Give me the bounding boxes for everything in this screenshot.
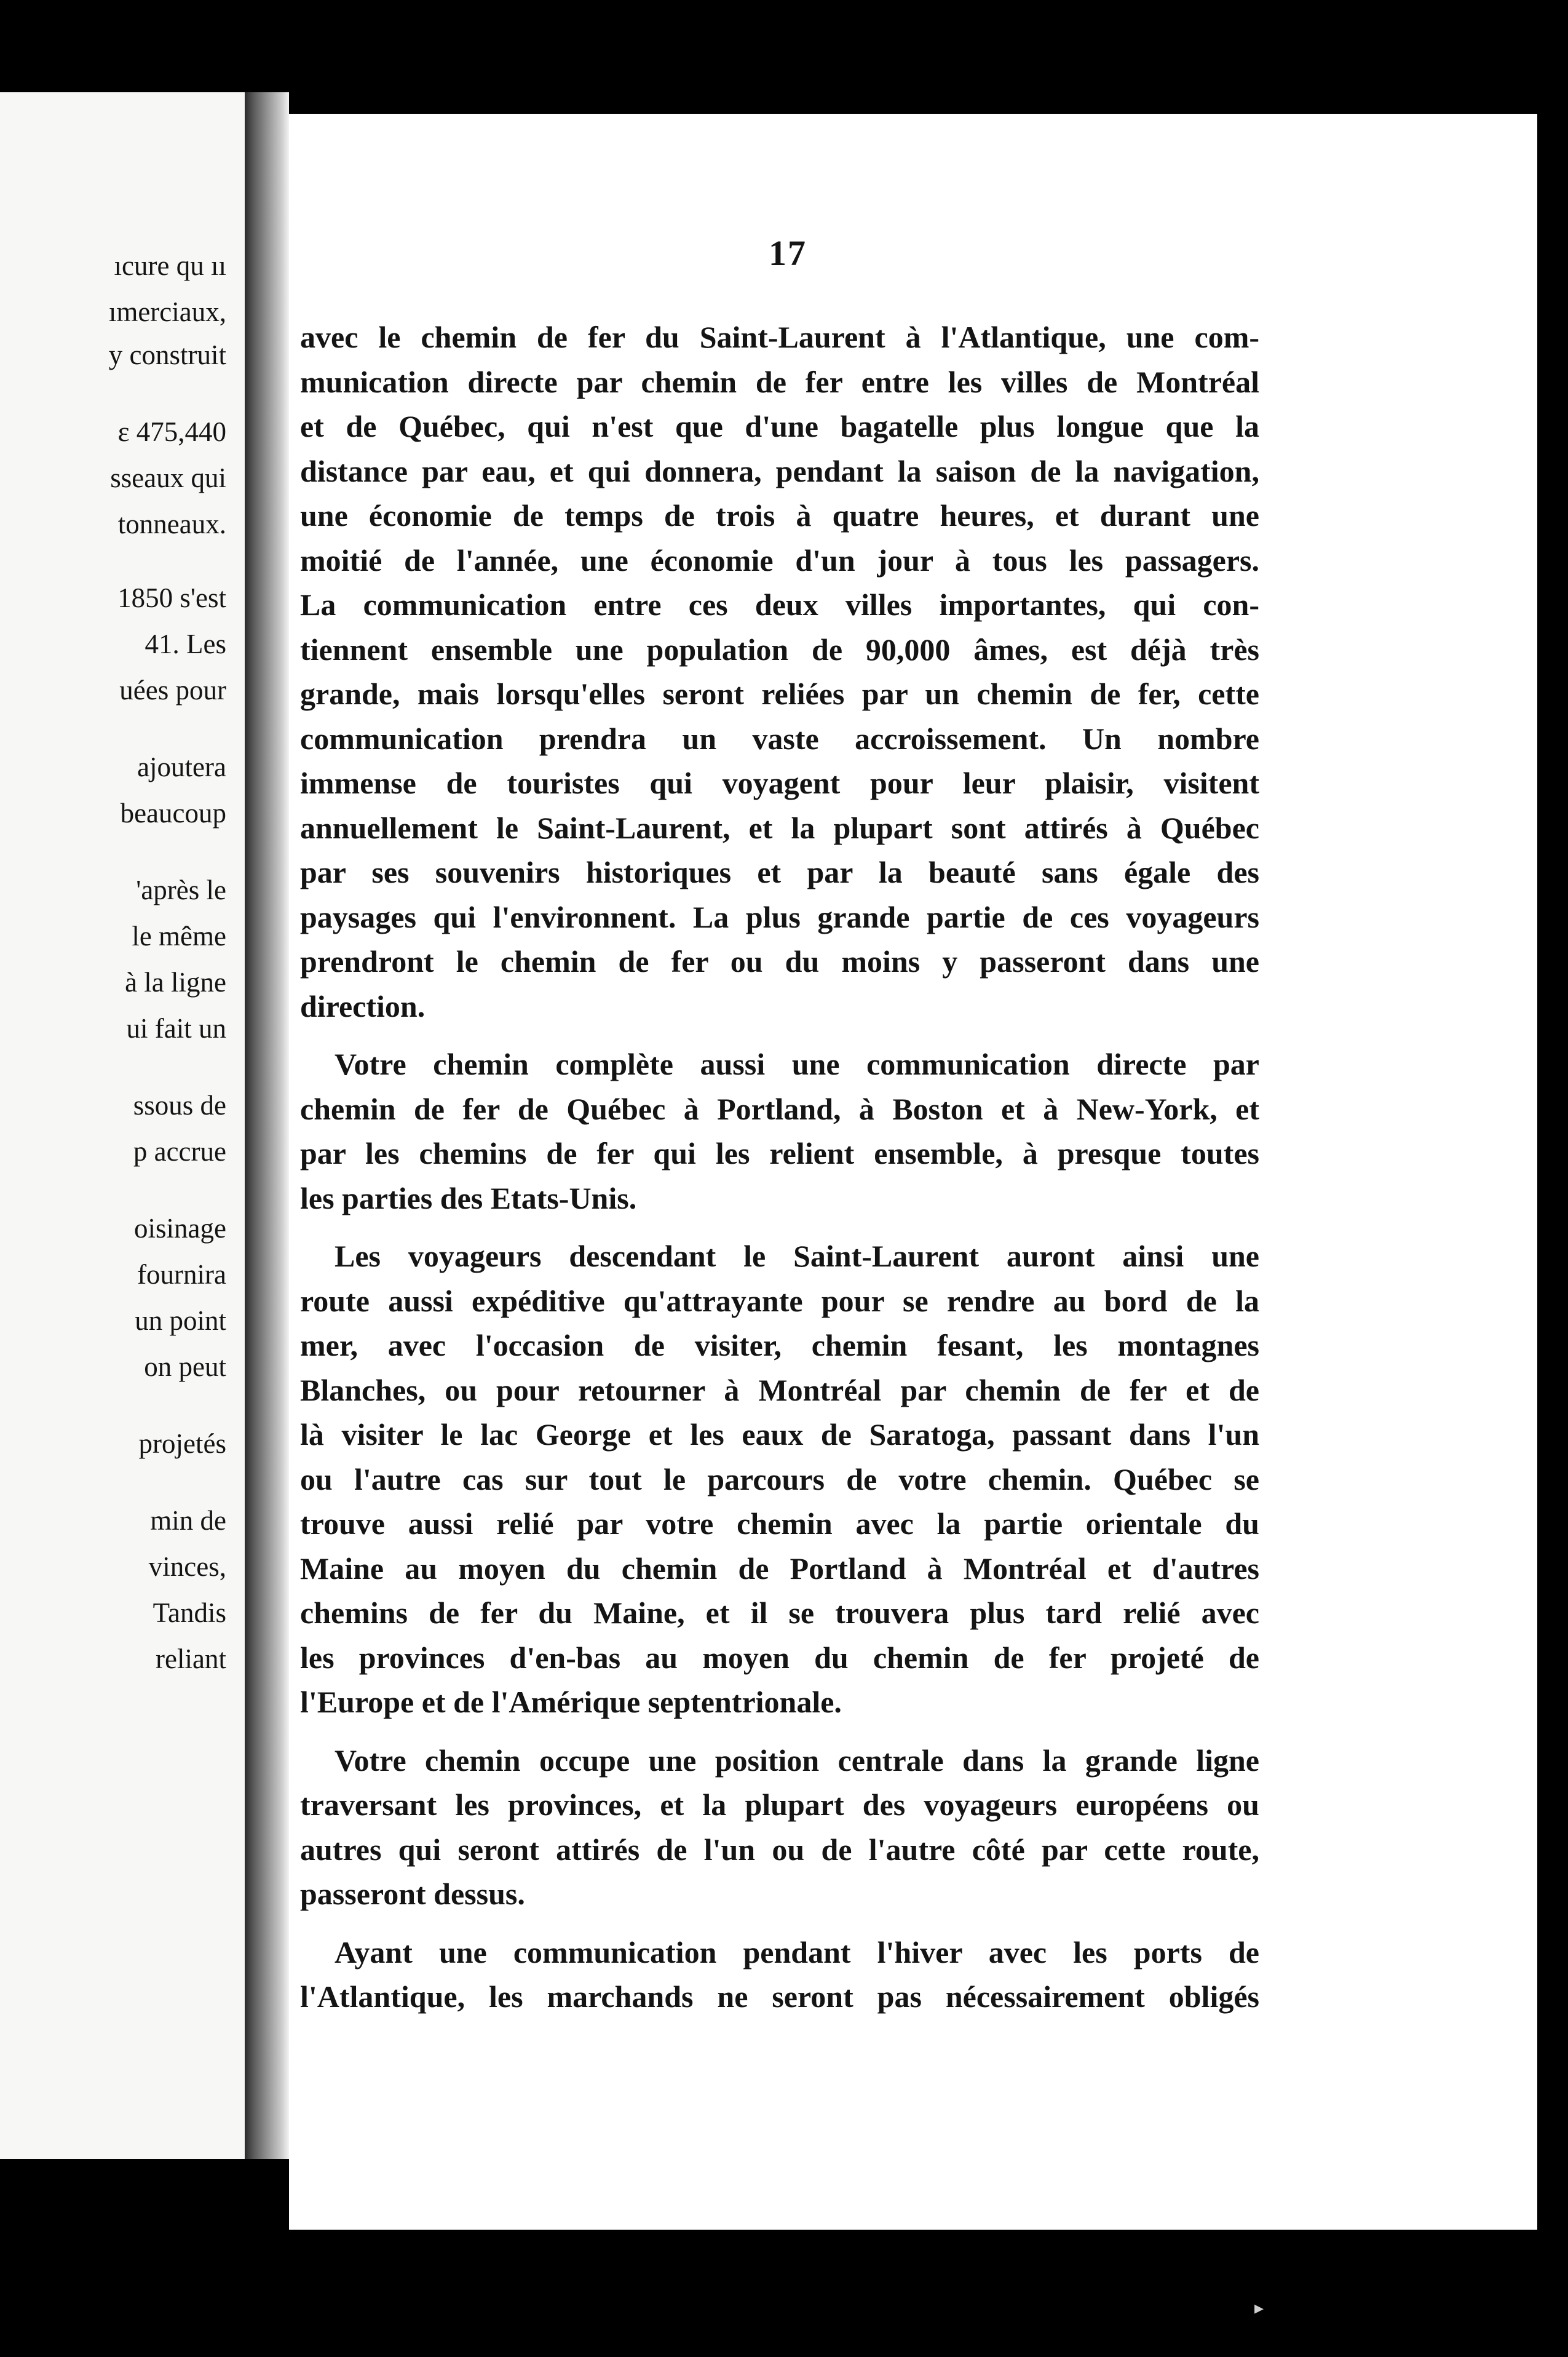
left-page-fragment: Tandis <box>152 1597 226 1628</box>
text-line: Votre chemin complète aussi une communication directe par <box>335 1047 1259 1081</box>
text-line: moitié de l'année, une économie d'un jour à tous les passagers. <box>300 543 1259 578</box>
text-line: trouve aussi relié par votre chemin avec la partie orientale du <box>300 1506 1259 1541</box>
paragraph <box>300 315 1259 1028</box>
text-line: traversant les provinces, et la plupart des voyageurs européens ou <box>300 1787 1259 1822</box>
left-page-fragment: oisinage <box>134 1213 226 1244</box>
left-page-fragment: à la ligne <box>125 967 226 998</box>
text-line: et de Québec, qui n'est que d'une bagatelle plus longue que la <box>300 409 1259 443</box>
text-line: paysages qui l'environnent. La plus grande partie de ces voyageurs <box>300 899 1259 934</box>
text-line: immense de touristes qui voyagent pour leur plaisir, visitent <box>300 766 1259 800</box>
left-page-fragment: min de <box>150 1505 226 1536</box>
previous-page <box>0 92 245 2159</box>
body-text <box>300 315 1259 2019</box>
text-line: une économie de temps de trois à quatre heures, et durant une <box>300 498 1259 533</box>
text-line: passeront dessus. <box>300 1877 525 1911</box>
text-line: l'Europe et de l'Amérique septentrionale. <box>300 1685 842 1719</box>
text-line: direction. <box>300 988 426 1023</box>
left-page-fragment: fournira <box>137 1259 226 1290</box>
text-line: munication directe par chemin de fer entre les villes de Montréal <box>300 364 1259 399</box>
text-line: par ses souvenirs historiques et par la beauté sans égale des <box>300 855 1259 889</box>
left-page-fragment: sseaux qui <box>110 463 226 493</box>
text-line: Votre chemin occupe une position centrale dans la grande ligne <box>335 1743 1259 1778</box>
paragraph <box>300 1042 1259 1220</box>
text-line: route aussi expéditive qu'attrayante pour se rendre au bord de la <box>300 1283 1259 1318</box>
text-line: tiennent ensemble une population de 90,000 âmes, est déjà très <box>300 632 1259 667</box>
book-gutter <box>245 92 289 2159</box>
paragraph <box>300 1234 1259 1725</box>
text-line: avec le chemin de fer du Saint-Laurent à l'Atlantique, une com- <box>300 320 1259 354</box>
text-line: chemin de fer de Québec à Portland, à Boston et à New-York, et <box>300 1091 1259 1126</box>
left-page-fragment: ajoutera <box>137 752 226 782</box>
left-page-fragment: ssous de <box>133 1090 226 1121</box>
text-line: par les chemins de fer qui les relient ensemble, à presque toutes <box>300 1136 1259 1171</box>
text-line: Les voyageurs descendant le Saint-Laurent auront ainsi une <box>335 1239 1259 1273</box>
left-page-fragment: le même <box>132 921 226 952</box>
left-page-fragment: uées pour <box>119 675 226 706</box>
text-line: autres qui seront attirés de l'un ou de l'autre côté par cette route, <box>300 1832 1259 1867</box>
left-page-fragment: reliant <box>156 1644 226 1674</box>
text-line: mer, avec l'occasion de visiter, chemin fesant, les montagnes <box>300 1328 1259 1362</box>
text-line: communication prendra un vaste accroissement. Un nombre <box>300 721 1259 756</box>
paragraph <box>300 1738 1259 1917</box>
left-page-fragment: beaucoup <box>120 798 226 829</box>
text-line: l'Atlantique, les marchands ne seront pas nécessairement obligés <box>300 1979 1259 2014</box>
text-line: grande, mais lorsqu'elles seront reliées par un chemin de fer, cette <box>300 677 1259 711</box>
text-line: ou l'autre cas sur tout le parcours de votre chemin. Québec se <box>300 1461 1259 1496</box>
left-page-fragment: ıcure qu ıı <box>114 250 226 281</box>
left-page-fragment: ımerciaux, <box>108 296 226 327</box>
left-page-fragment: vinces, <box>148 1551 226 1582</box>
text-line: les provinces d'en-bas au moyen du chemin de fer projeté de <box>300 1640 1259 1675</box>
left-page-fragment: 41. Les <box>145 629 226 659</box>
left-page-fragment: ɛ 475,440 <box>117 416 226 447</box>
left-page-fragment: 1850 s'est <box>117 582 226 613</box>
text-line: annuellement le Saint-Laurent, et la plupart sont attirés à Québec <box>300 810 1259 845</box>
left-page-fragment: ui fait un <box>126 1013 226 1044</box>
paragraph <box>300 1930 1259 2019</box>
text-line: les parties des Etats-Unis. <box>300 1180 637 1215</box>
left-page-fragment: tonneaux. <box>117 509 226 539</box>
text-line: là visiter le lac George et les eaux de Saratoga, passant dans l'un <box>300 1417 1259 1452</box>
text-line: La communication entre ces deux villes importantes, qui con- <box>300 587 1259 622</box>
left-page-fragment: p accrue <box>133 1136 226 1167</box>
text-line: chemins de fer du Maine, et il se trouvera plus tard relié avec <box>300 1596 1259 1630</box>
text-line: distance par eau, et qui donnera, pendant la saison de la navigation, <box>300 453 1259 488</box>
left-page-fragment: projetés <box>138 1428 226 1459</box>
scan-mark: ▸ <box>1254 2298 1264 2318</box>
left-page-fragment: y construit <box>108 340 226 370</box>
text-line: Blanches, ou pour retourner à Montréal par chemin de fer et de <box>300 1372 1259 1407</box>
left-page-fragment: 'après le <box>136 875 226 905</box>
left-page-fragment: on peut <box>144 1351 226 1382</box>
text-line: prendront le chemin de fer ou du moins y passeront dans une <box>300 944 1259 979</box>
left-page-fragment: un point <box>135 1305 226 1336</box>
text-line: Ayant une communication pendant l'hiver avec les ports de <box>335 1934 1259 1969</box>
text-line: Maine au moyen du chemin de Portland à Montréal et d'autres <box>300 1551 1259 1586</box>
page-number: 17 <box>769 233 807 273</box>
